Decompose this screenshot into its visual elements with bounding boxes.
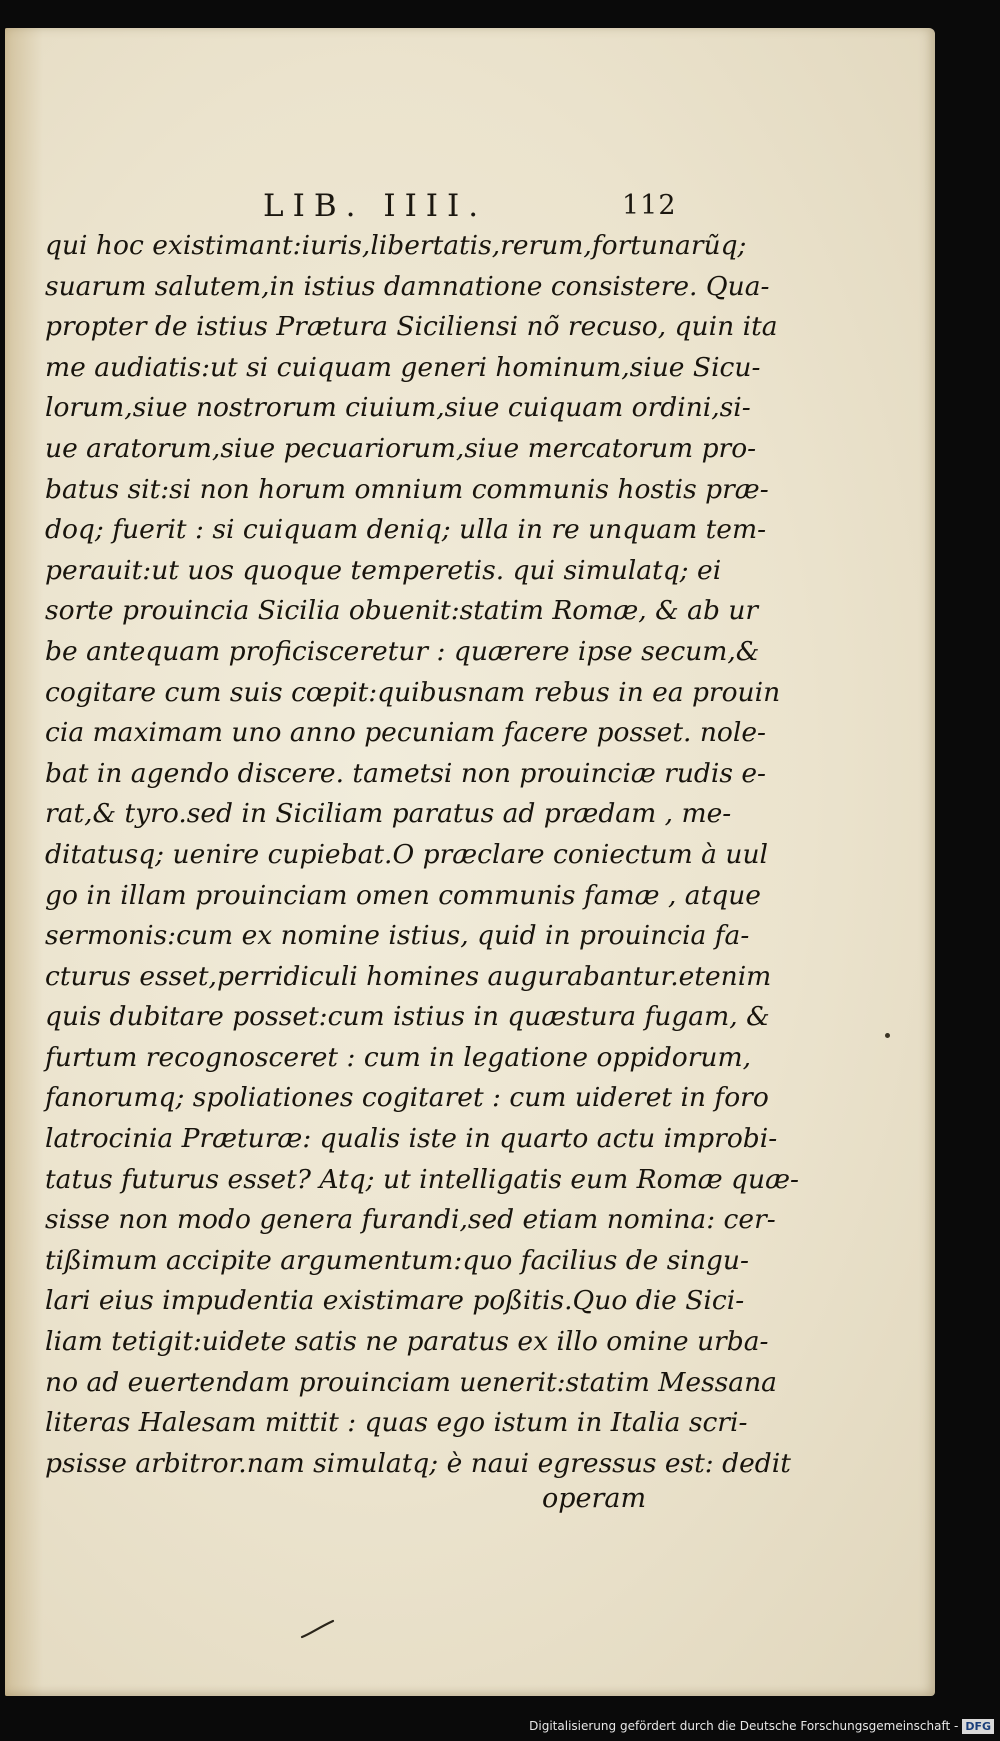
text-line: lari eius impudentia existimare poßitis.Quo die Sici-	[45, 1285, 745, 1317]
text-line: perauit:ut uos quoque temperetis. qui simulatq; ei	[45, 554, 722, 586]
running-head: LIB. IIII.	[263, 188, 488, 224]
text-line: me audiatis:ut si cuiquam generi hominum,siue Sicu-	[45, 351, 761, 383]
text-line: cia maximam uno anno pecuniam facere posset. nole-	[45, 717, 766, 749]
page-header	[5, 188, 935, 228]
credit-text: Digitalisierung gefördert durch die Deutsche Forschungsgemeinschaft -	[529, 1719, 959, 1733]
text-line: batus sit:si non horum omnium communis hostis præ-	[45, 473, 769, 505]
ink-speck	[885, 1033, 890, 1038]
text-line: sermonis:cum ex nomine istius, quid in prouincia fa-	[45, 920, 750, 952]
catchword: operam	[542, 1483, 647, 1514]
text-line: cogitare cum suis cœpit:quibusnam rebus in ea prouin	[45, 676, 781, 708]
text-line: latrocinia Præturæ: qualis iste in quarto actu improbi-	[45, 1123, 778, 1155]
text-line: liam tetigit:uidete satis ne paratus ex illo omine urba-	[45, 1326, 769, 1358]
text-line: qui hoc existimant:iuris,libertatis,rerum,fortunarũq;	[45, 230, 747, 261]
text-line: be antequam proficisceretur : quærere ipse secum,&	[45, 635, 760, 667]
text-line: furtum recognosceret : cum in legatione oppidorum,	[45, 1041, 752, 1073]
text-line: go in illam prouinciam omen communis famæ , atque	[45, 879, 761, 911]
text-line: no ad euertendam prouinciam uenerit:statim Messana	[45, 1366, 777, 1398]
text-line: sorte prouincia Sicilia obuenit:statim Romæ, & ab ur	[45, 595, 759, 627]
text-line: quis dubitare posset:cum istius in quæstura fugam, &	[45, 1001, 770, 1033]
text-line: bat in agendo discere. tametsi non prouinciæ rudis e-	[45, 757, 767, 789]
text-line: rat,& tyro.sed in Siciliam paratus ad prædam , me-	[45, 798, 732, 830]
dfg-logo-icon: DFG	[962, 1719, 994, 1734]
text-line: literas Halesam mittit : quas ego istum in Italia scri-	[45, 1407, 748, 1439]
text-line: ditatusq; uenire cupiebat.O præclare coniectum à uul	[45, 838, 768, 870]
book-page	[5, 28, 935, 1696]
text-line: sisse non modo genera furandi,sed etiam nomina: cer-	[45, 1204, 776, 1236]
text-line: fanorumq; spoliationes cogitaret : cum uideret in foro	[45, 1082, 769, 1114]
text-line: doq; fuerit : si cuiquam deniq; ulla in re unquam tem-	[45, 514, 767, 546]
text-line: propter de istius Prætura Siciliensi nõ recuso, quin ita	[45, 311, 778, 343]
page-edge-stain	[5, 28, 43, 1696]
body-text	[45, 226, 799, 1484]
text-line: tißimum accipite argumentum:quo facilius de singu-	[45, 1244, 749, 1276]
text-line: ue aratorum,siue pecuariorum,siue mercatorum pro-	[45, 432, 757, 464]
text-line: cturus esset,perridiculi homines augurabantur.etenim	[45, 960, 772, 992]
folio-number: 112	[622, 190, 677, 221]
digitization-credit	[529, 1717, 994, 1735]
text-line: suarum salutem,in istius damnatione consistere. Qua-	[45, 270, 770, 302]
text-line: psisse arbitror.nam simulatq; è naui egressus est: dedit	[45, 1447, 791, 1479]
text-line: lorum,siue nostrorum ciuium,siue cuiquam ordini,si-	[45, 392, 751, 424]
text-line: tatus futurus esset? Atq; ut intelligatis eum Romæ quæ-	[45, 1163, 799, 1195]
pen-stroke-mark	[300, 1618, 336, 1640]
